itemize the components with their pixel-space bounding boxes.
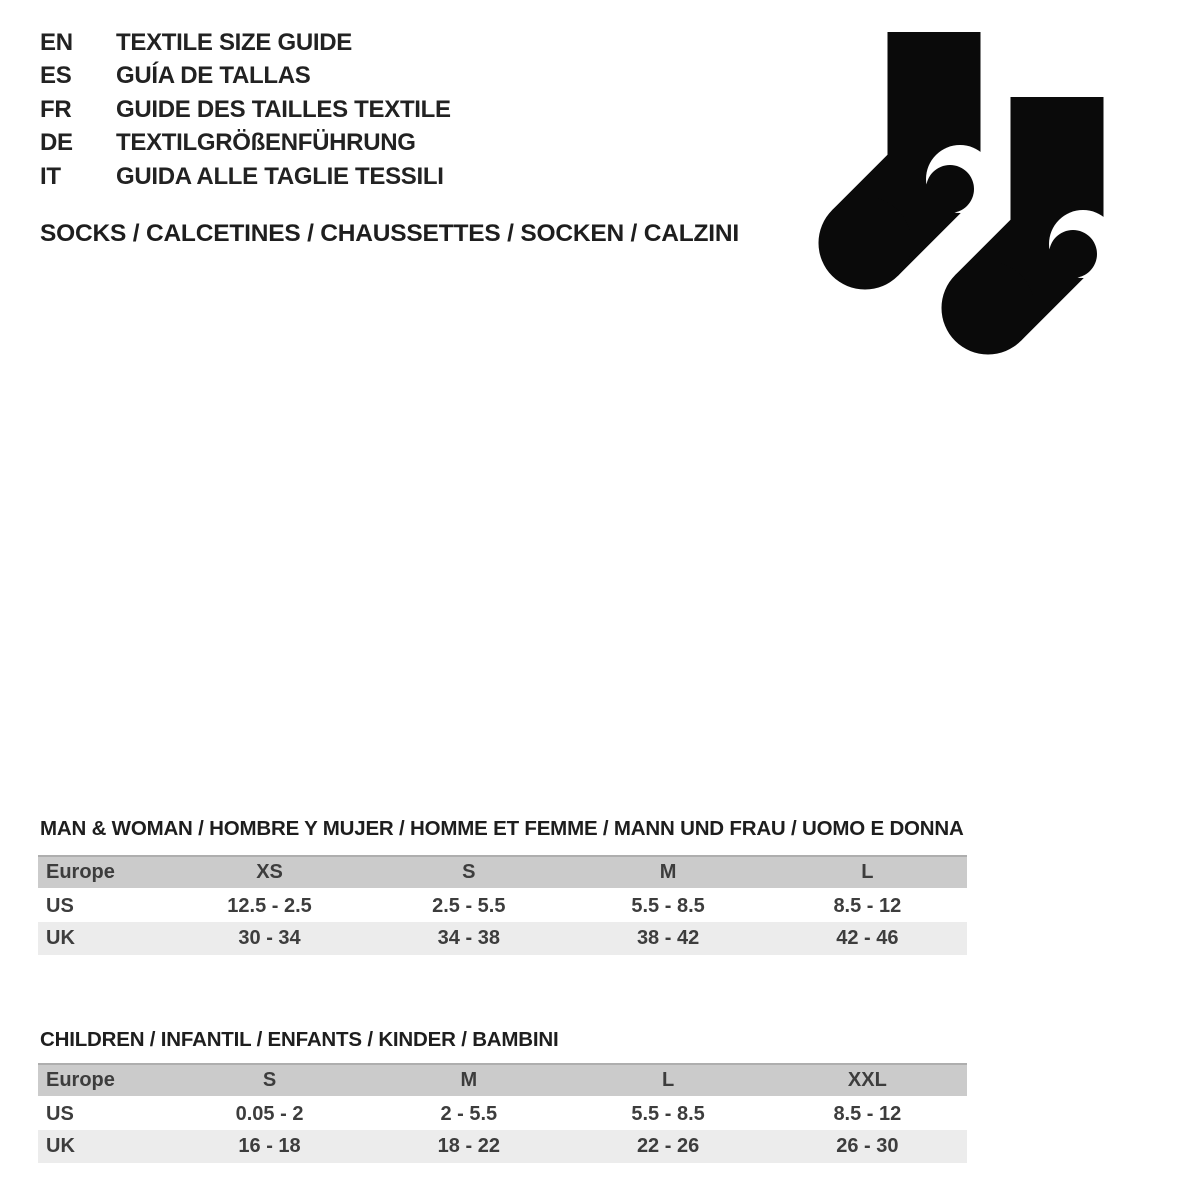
language-row-es (40, 60, 451, 94)
size-cell: 5.5 - 8.5 (631, 1102, 705, 1125)
size-cell: 34 - 38 (437, 927, 500, 949)
socks-icon (813, 24, 1113, 364)
language-label: GUIDA ALLE TAGLIE TESSILI (116, 162, 444, 190)
row-label: UK (46, 927, 75, 949)
language-row-en (40, 26, 451, 60)
table-row-uk (38, 922, 967, 955)
language-row-de (40, 127, 451, 161)
size-cell: 8.5 - 12 (833, 894, 902, 917)
language-code: EN (40, 28, 73, 56)
language-code: FR (40, 95, 72, 123)
size-cell: 2 - 5.5 (440, 1102, 498, 1125)
language-row-fr (40, 93, 451, 127)
size-cell: 22 - 26 (636, 1135, 700, 1157)
table-title-children: CHILDREN / INFANTIL / ENFANTS / KINDER / BAMBINI (40, 1028, 559, 1051)
table-row-us (38, 889, 967, 922)
row-label: US (46, 894, 74, 917)
size-cell: 12.5 - 2.5 (227, 894, 312, 917)
size-cell: 18 - 22 (437, 1135, 500, 1157)
size-cell: 2.5 - 5.5 (432, 894, 506, 917)
language-code: IT (40, 162, 61, 190)
row-label: US (46, 1102, 74, 1125)
language-code: ES (40, 62, 72, 90)
table-header-row (38, 1064, 967, 1097)
table-title-man-woman: MAN & WOMAN / HOMBRE Y MUJER / HOMME ET FEMME / MANN UND FRAU / UOMO E DONNA (40, 817, 964, 840)
column-header-size: S (462, 861, 476, 883)
column-header-size: M (460, 1069, 478, 1091)
language-code: DE (40, 129, 73, 157)
size-table-children (38, 1063, 967, 1163)
column-header-size: S (262, 1069, 277, 1091)
language-title-list (40, 26, 451, 194)
column-header-size: L (861, 861, 874, 883)
language-label: GUÍA DE TALLAS (116, 62, 311, 90)
product-category-line: SOCKS / CALCETINES / CHAUSSETTES / SOCKEN / CALZINI (40, 220, 739, 247)
language-label: TEXTILE SIZE GUIDE (116, 28, 352, 56)
size-cell: 0.05 - 2 (235, 1102, 304, 1125)
column-header-region: Europe (46, 861, 115, 883)
table-header-row (38, 856, 967, 889)
size-cell: 5.5 - 8.5 (631, 894, 705, 917)
sock-shape (819, 32, 995, 290)
language-row-it (40, 160, 451, 194)
column-header-size: L (661, 1069, 675, 1091)
column-header-size: XS (256, 861, 283, 883)
table-row-us (38, 1097, 967, 1130)
size-cell: 26 - 30 (836, 1135, 899, 1157)
table-row-uk (38, 1130, 967, 1163)
column-header-size: M (659, 861, 677, 883)
row-label: UK (46, 1135, 75, 1157)
size-cell: 42 - 46 (836, 927, 899, 949)
size-cell: 38 - 42 (636, 927, 700, 949)
size-cell: 16 - 18 (238, 1135, 301, 1157)
language-label: TEXTILGRÖßENFÜHRUNG (116, 129, 416, 157)
column-header-region: Europe (46, 1069, 115, 1091)
size-cell: 8.5 - 12 (833, 1102, 902, 1125)
size-table-man-woman (38, 855, 967, 955)
size-cell: 30 - 34 (238, 927, 301, 949)
language-label: GUIDE DES TAILLES TEXTILE (116, 95, 451, 123)
column-header-size: XXL (847, 1069, 887, 1091)
